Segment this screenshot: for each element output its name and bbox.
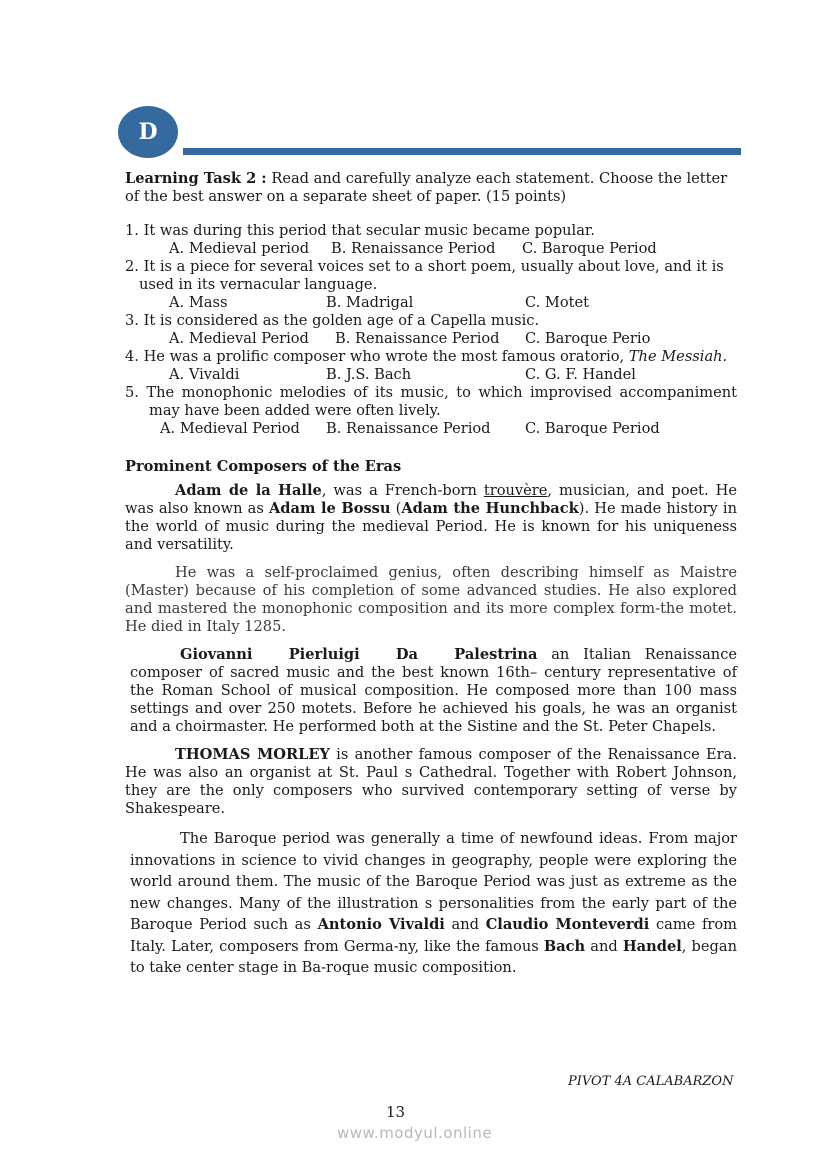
text: The Baroque period was generally a time of newfound ideas. From major innovations in science to vivid changes in geography, people were exploring the world around them. The music of the Baroque Period was just as extreme as the new changes. Many of the illustration s personalities from the early part of the Baroque Period such as: [130, 830, 737, 933]
option-b: B. Renaissance Period: [335, 330, 500, 347]
composer-name: Handel: [622, 937, 682, 955]
text: , was a French-born: [321, 482, 484, 499]
composer-name: Adam de la Halle: [175, 482, 322, 499]
composer-alias-translation: Adam the Hunchback: [401, 500, 579, 517]
question-text: 1. It was during this period that secular music became popular.: [125, 222, 595, 239]
question-1: [125, 222, 737, 258]
question-2: [125, 258, 737, 312]
watermark: www.modyul.online: [337, 1124, 493, 1142]
text: and: [585, 937, 623, 955]
text: , began to take center stage in Ba-roque music composition.: [130, 937, 737, 976]
question-5: [125, 384, 737, 438]
task-label: Learning Task 2 :: [125, 170, 267, 187]
footer-region: PIVOT 4A CALABARZON: [568, 1074, 734, 1089]
question-text: 2. It is a piece for several voices set to a short poem, usually about love, and it is used in its vernacular language.: [125, 258, 724, 293]
text: an Italian Renaissance composer of sacred music and the best known 16th– century representative of the Roman School of musical composition. He composed more than 100 mass settings and over 250 motets. Before he achieved his goals, he was an organist and a choirmaster. He performed both at the Sistine and the St. Peter Chapels.: [130, 646, 738, 735]
page-number: 13: [386, 1103, 406, 1121]
page-content: [125, 170, 737, 989]
option-a: A. Mass: [169, 294, 228, 311]
option-c: C. Baroque Perio: [525, 330, 651, 347]
composer-name: Bach: [543, 937, 586, 955]
composer-name: Antonio Vivaldi: [317, 916, 445, 933]
option-a: A. Medieval Period: [169, 330, 309, 347]
option-a: A. Medieval Period: [160, 420, 300, 437]
question-text: [125, 348, 737, 366]
composer-name: Giovanni Pierluigi Da Palestrina: [180, 646, 538, 663]
question-4: [125, 348, 737, 384]
composer-name: THOMAS MORLEY: [175, 746, 330, 763]
composer-name: Claudio Monteverdi: [485, 916, 650, 933]
option-b: B. Madrigal: [326, 294, 414, 311]
trouvere-term: trouvère: [483, 482, 548, 499]
task-text: Read and carefully analyze each statement. Choose the letter of the best answer on a separate sheet of paper. (15 points): [125, 170, 728, 205]
question-3: [125, 312, 737, 348]
oratorio-title: The Messiah.: [628, 348, 728, 365]
section-letter: D: [138, 119, 158, 145]
paragraph-thomas-morley: [125, 746, 737, 818]
option-c: C. Motet: [525, 294, 590, 311]
text: , musician, and poet. He was also known as: [125, 482, 737, 517]
header-rule: [183, 148, 741, 155]
option-b: B. Renaissance Period: [326, 420, 491, 437]
text: came from Italy. Later, composers from Germa-ny, like the famous: [130, 916, 738, 955]
text: (: [390, 500, 402, 517]
option-c: C. Baroque Period: [525, 420, 660, 437]
question-text: 3. It is considered as the golden age of a Capella music.: [125, 312, 540, 329]
question-options: [125, 330, 737, 348]
option-c: C. G. F. Handel: [525, 366, 636, 383]
task-instructions: [125, 170, 737, 206]
option-a: A. Vivaldi: [169, 366, 240, 383]
option-c: C. Baroque Period: [522, 240, 657, 257]
question-options: [125, 420, 737, 438]
text: is another famous composer of the Renaissance Era. He was also an organist at St. Paul s Cathedral. Together with Robert Johnson, they are the only composers who survived contemporary setting of verse by Shakespeare.: [125, 746, 737, 817]
question-text-prefix: 4. He was a prolific composer who wrote the most famous oratorio,: [125, 348, 629, 365]
question-options: [125, 294, 737, 312]
section-badge: [118, 106, 178, 158]
question-options: [125, 366, 737, 384]
question-options: [125, 240, 737, 258]
paragraph-adam-de-la-halle: [125, 482, 737, 554]
option-b: B. Renaissance Period: [331, 240, 496, 257]
paragraph-adam-de-la-halle-2: He was a self-proclaimed genius, often describing himself as Maistre (Master) because of his completion of some advanced studies. He also explored and mastered the monophonic composition and its more complex form-the motet. He died in Italy 1285.: [125, 564, 737, 635]
question-text: 5. The monophonic melodies of its music, to which improvised accompaniment may have been added were often lively.: [125, 384, 737, 419]
section-title: Prominent Composers of the Eras: [125, 458, 402, 475]
text: ). He made history in the world of music during the medieval Period. He is known for his uniqueness and versatility.: [125, 500, 738, 553]
paragraph-palestrina: [130, 646, 737, 736]
option-a: A. Medieval period: [169, 240, 310, 257]
text: and: [444, 916, 486, 933]
composer-alias: Adam le Bossu: [268, 500, 391, 517]
option-b: B. J.S. Bach: [326, 366, 412, 383]
paragraph-baroque: [130, 828, 737, 979]
